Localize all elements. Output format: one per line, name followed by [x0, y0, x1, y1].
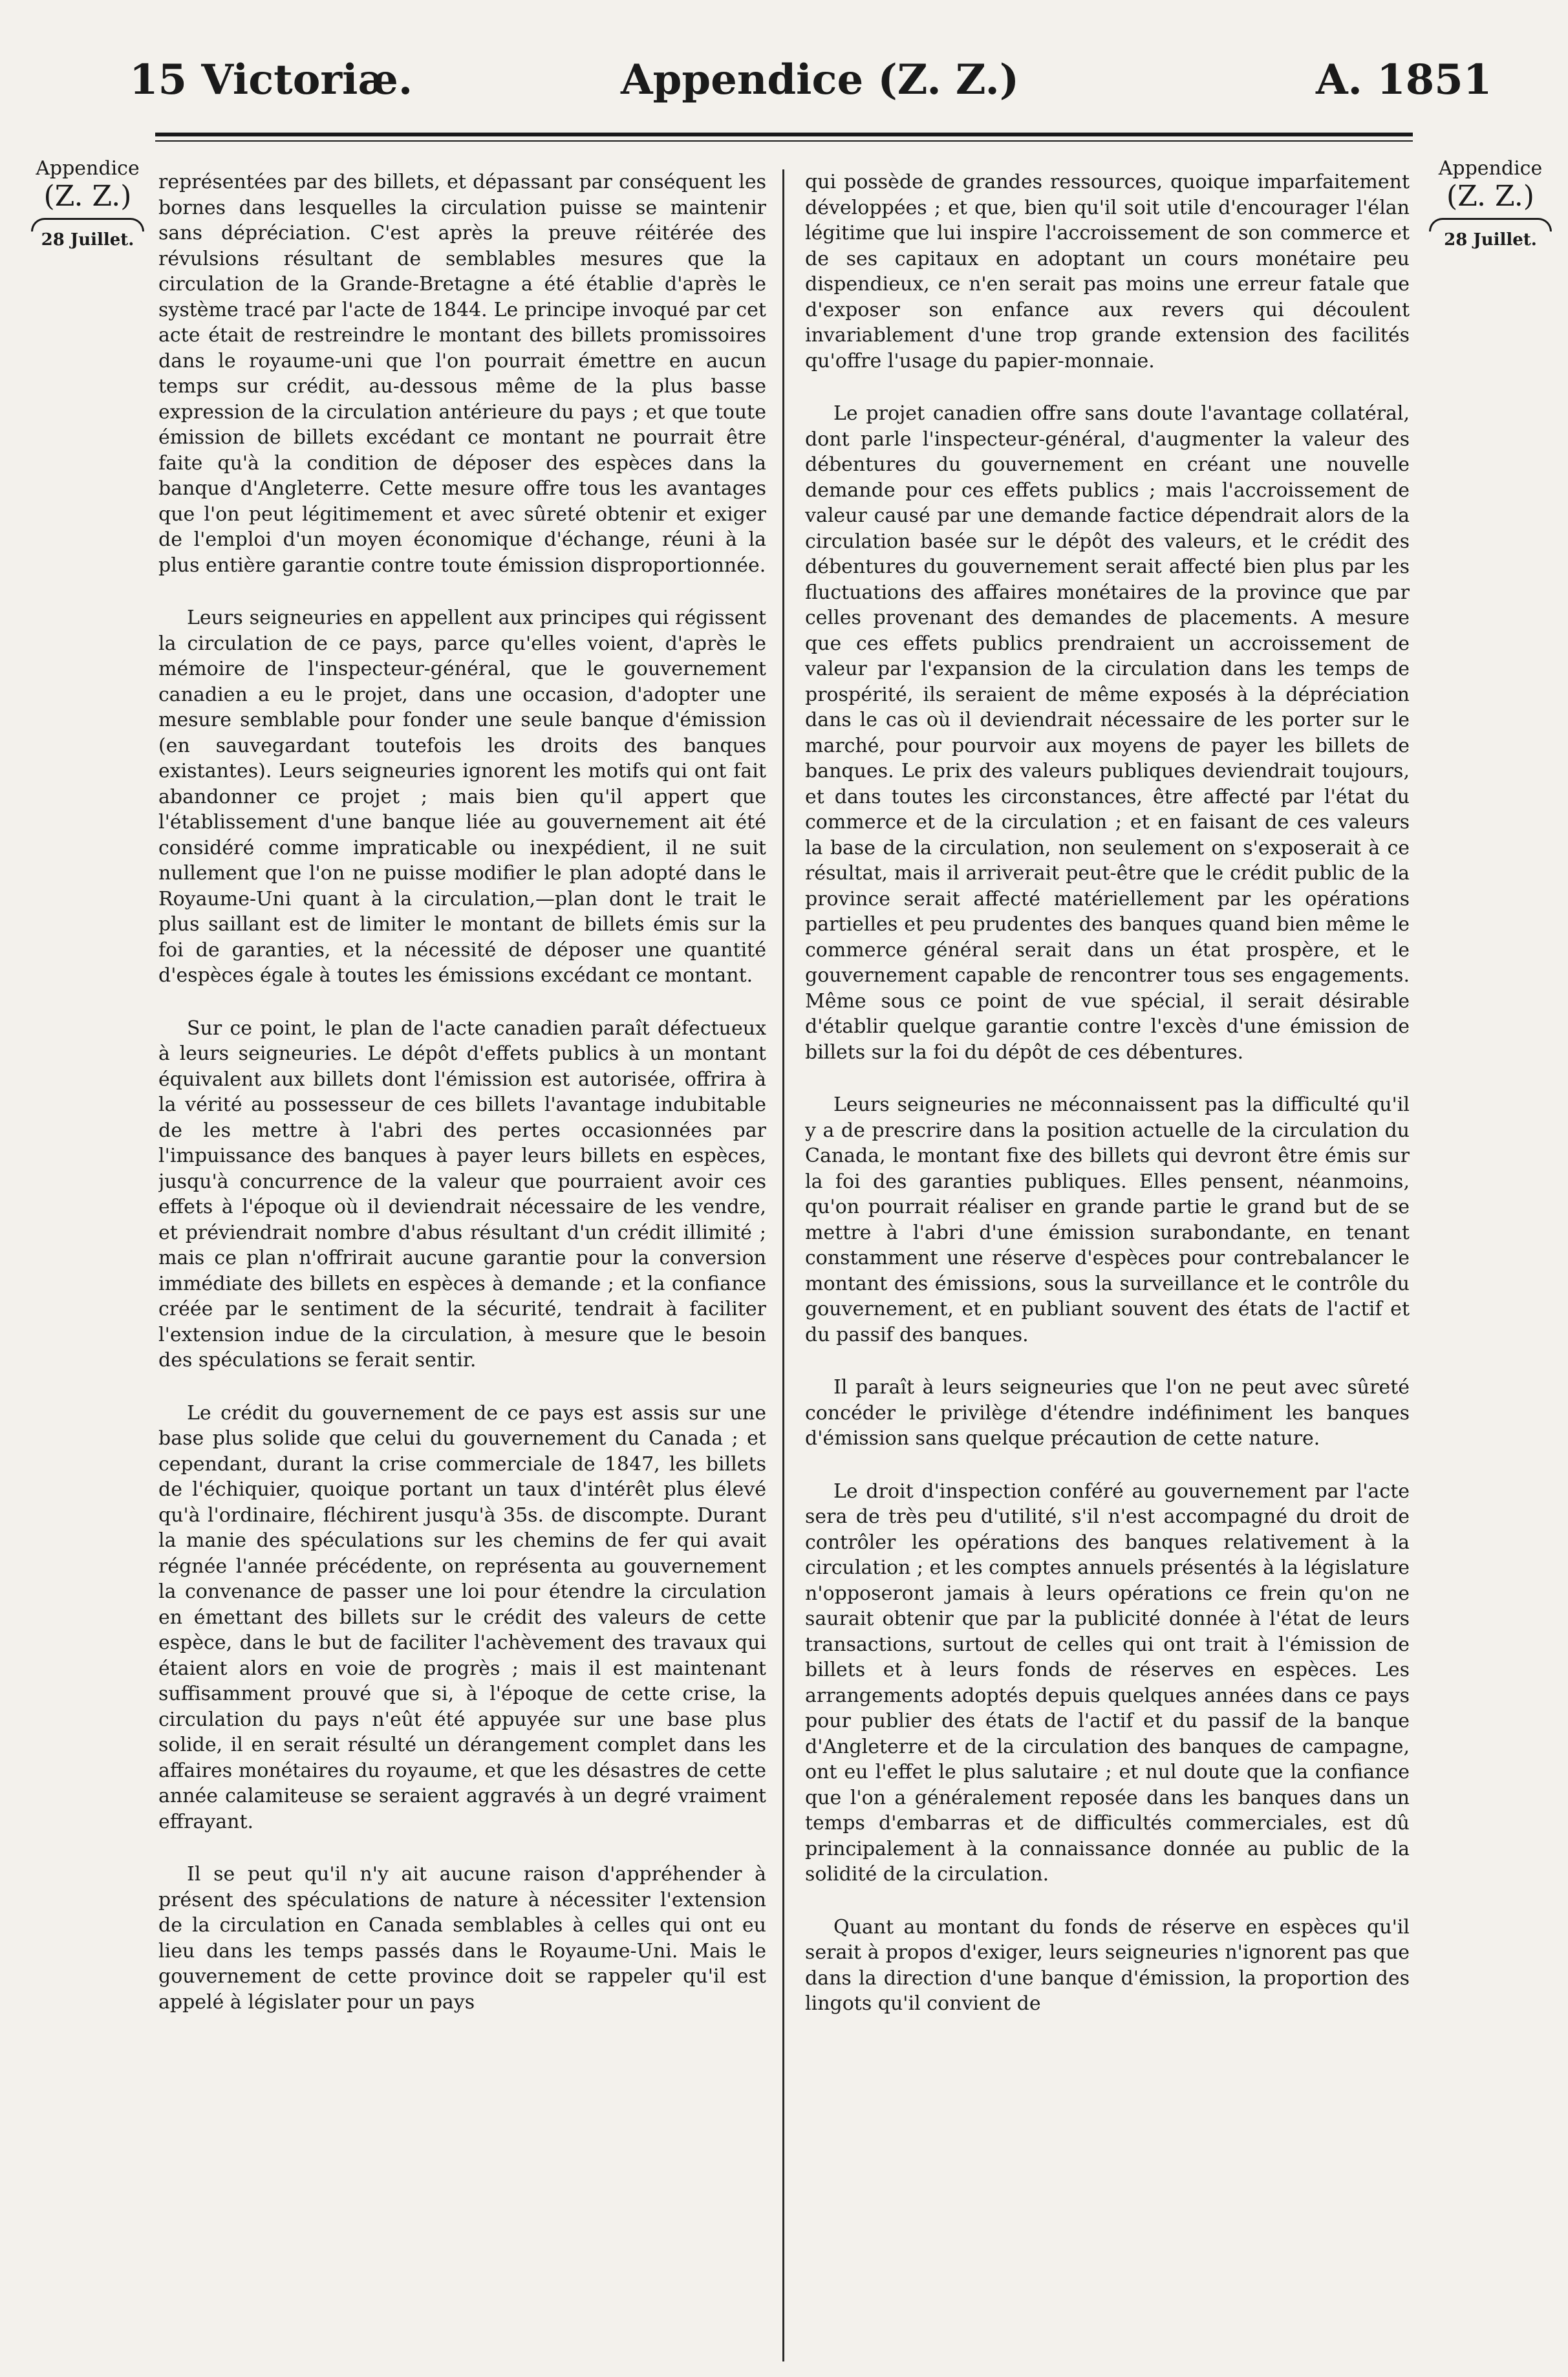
header-volume: 15 Victoriæ. — [129, 56, 413, 104]
paragraph: Le projet canadien offre sans doute l'avantage collatéral, dont parle l'inspecteur-général, d'augmenter la valeur des débentures du gouvernement en créant une nouvelle demande pour ces effets publics ; mais l'accroissement de valeur causé par une demande factice dépendrait alors de la circulation basée sur le dépôt des valeurs, et le crédit des débentures du gouvernement serait affecté bien plus par les fluctuations des affaires monétaires de la province que par celles provenant des demandes de placements. A mesure que ces effets publics prendraient un accroissement de valeur par l'expansion de la circulation dans les temps de prospérité, ils seraient de même exposés à la dépréciation dans le cas où il deviendrait nécessaire de les porter sur le marché, pour pourvoir aux moyens de payer les billets de banques. Le prix des valeurs publiques deviendrait toujours, et dans toutes les circonstances, être affecté par l'état du commerce et de la circulation ; et en faisant de ces valeurs la base de la circulation, non seulement on s'exposerait à ce résultat, mais il arriverait peut-être que le crédit public de la province serait affecté matériellement par les opérations partielles et peu prudentes des banques quand bien même le commerce général serait dans un état prospère, et le gouvernement capable de rencontrer tous ses engagements. Même sous ce point de vue spécial, il serait désirable d'établir quelque garantie contre l'excès d'une émission de billets sur la foi du dépôt de ces débentures. — [805, 402, 1410, 1064]
paragraph: Il se peut qu'il n'y ait aucune raison d'appréhender à présent des spéculations de nature à nécessiter l'extension de la circulation en Canada semblables à celles qui ont eu lieu dans les temps passés dans le Royaume-Uni. Mais le gouvernement de cette province doit se rappeler qu'il est appelé à législater pour un pays — [158, 1863, 766, 2014]
paragraph: Leurs seigneuries en appellent aux principes qui régissent la circulation de ce pays, parce qu'elles voient, d'après le mémoire de l'inspecteur-général, que le gouvernement canadien a eu le projet, dans une occasion, d'adopter une mesure semblable pour fonder une seule banque d'émission (en sauvegardant toutefois les droits des banques existantes). Leurs seigneuries ignorent les motifs qui ont fait abandonner ce projet ; mais bien qu'il appert que l'établissement d'une banque liée au gouvernement ait été considéré comme impraticable ou inexpédient, il ne suit nullement que l'on ne puisse modifier le plan adopté dans le Royaume-Uni quant à la circulation,—plan dont le trait le plus saillant est de limiter le montant de billets émis sur la foi de garanties, et la nécessité de déposer une quantité d'espèces égale à toutes les émissions excédant ce montant. — [158, 607, 766, 987]
column-divider — [782, 169, 784, 2361]
header-rule-thick — [155, 133, 1413, 136]
left-margin-code: (Z. Z.) — [43, 179, 132, 213]
paragraph: Leurs seigneuries ne méconnaissent pas la difficulté qu'il y a de prescrire dans la position actuelle de la circulation du Canada, le montant fixe des billets qui devront être émis sur la foi des garanties publiques. Elles pensent, néanmoins, qu'on pourrait réaliser en grande partie le grand but de se mettre à l'abri d'une émission surabondante, en tenant constamment une réserve d'espèces pour contrebalancer le montant des émissions, sous la surveillance et le contrôle du gouvernement, et en publiant souvent des états de l'actif et du passif des banques. — [805, 1093, 1410, 1346]
paragraph: Quant au montant du fonds de réserve en espèces qu'il serait à propos d'exiger, leurs seigneuries n'ignorent pas que dans la direction d'une banque d'émission, la proportion des lingots qu'il convient de — [805, 1915, 1410, 2015]
right-margin-brace — [1429, 218, 1552, 231]
paragraph: Le droit d'inspection conféré au gouvernement par l'acte sera de très peu d'utilité, s'il n'est accompagné du droit de contrôler les opérations des banques relativement à la circulation ; et les comptes annuels présentés à la législature n'opposeront jamais à leurs opérations ce frein qu'on ne saurait obtenir que par la publicité donnée à l'état de leurs transactions, surtout de celles qui ont trait à l'émission de billets et à leurs fonds de réserves en espèces. Les arrangements adoptés depuis quelques années dans ce pays pour publier des états de l'actif et du passif de la banque d'Angleterre et de la circulation des banques de campagne, ont eu l'effet le plus salutaire ; et nul doute que la confiance que l'on a généralement reposée dans les banques dans un temps d'embarras et de difficultés commerciales, est dû principalement à la connaissance donnée au public de la solidité de la circulation. — [805, 1479, 1410, 1886]
left-text-column — [158, 169, 766, 2361]
paragraph: représentées par des billets, et dépassant par conséquent les bornes dans lesquelles la circulation puisse se maintenir sans dépréciation. C'est après la preuve réitérée des révulsions résultant de semblables mesures que la circulation de la Grande-Bretagne a été établie d'après le système tracé par l'acte de 1844. Le principe invoqué par cet acte était de restreindre le montant des billets promissoires dans le royaume-uni que l'on pourrait émettre en aucun temps sur crédit, au-dessous même de la plus basse expression de la circulation antérieure du pays ; et que toute émission de billets excédant ce montant ne pourrait être faite qu'à la condition de déposer des espèces dans la banque d'Angleterre. Cette mesure offre tous les avantages que l'on peut légitimement et avec sûreté obtenir et exiger de l'emploi d'un moyen économique d'échange, réuni à la plus entière garantie contre toute émission disproportionnée. — [158, 171, 766, 577]
paragraph: Le crédit du gouvernement de ce pays est assis sur une base plus solide que celui du gouvernement du Canada ; et cependant, durant la crise commerciale de 1847, les billets de l'échiquier, quoique portant un taux d'intérêt plus élevé qu'à l'ordinaire, fléchirent jusqu'à 35s. de discompte. Durant la manie des spéculations sur les chemins de fer qui avait régnée l'année précédente, on représenta au gouvernement la convenance de passer une loi pour étendre la circulation en émettant des billets sur le crédit des valeurs de cette espèce, dans le but de faciliter l'achèvement des travaux qui étaient alors en voie de progrès ; mais il est maintenant suffisamment prouvé que si, à l'époque de cette crise, la circulation du pays n'eût été appuyée sur une base plus solide, il en serait résulté un dérangement complet dans les affaires monétaires du royaume, et que les désastres de cette année calamiteuse se seraient aggravés à un degré vraiment effrayant. — [158, 1401, 766, 1833]
right-text-column — [805, 169, 1410, 2361]
header-year: A. 1851 — [1316, 56, 1492, 104]
paragraph: Il paraît à leurs seigneuries que l'on ne peut avec sûreté concéder le privilège d'étendre indéfiniment les banques d'émission sans quelque précaution de cette nature. — [805, 1376, 1410, 1450]
right-margin-code: (Z. Z.) — [1446, 179, 1534, 213]
left-margin-brace — [31, 218, 144, 231]
paragraph: qui possède de grandes ressources, quoique imparfaitement développées ; et que, bien qu'il soit utile d'encourager l'élan légitime que lui inspire l'accroissement de son commerce et de ses capitaux en adoptant un cours monétaire peu dispendieux, ce n'en serait pas moins une erreur fatale que d'exposer son enfance aux revers qui découlent invariablement d'une trop grande extension des facilités qu'offre l'usage du papier-monnaie. — [805, 171, 1410, 372]
header-title: Appendice (Z. Z.) — [621, 56, 1020, 104]
right-margin-note — [1423, 158, 1558, 249]
paragraph: Sur ce point, le plan de l'acte canadien paraît défectueux à leurs seigneuries. Le dépôt d'effets publics à un montant équivalent aux billets dont l'émission est autorisée, offrira à la vérité au possesseur de ces billets l'avantage indubitable de les mettre à l'abri des pertes occasionnées par l'impuissance des banques à payer leurs billets en espèces, jusqu'à concurrence de la valeur que pourraient avoir ces effets à l'époque où il deviendrait nécessaire de les vendre, et préviendrait nombre d'abus résultant d'un crédit illimité ; mais ce plan n'offrirait aucune garantie pour la conversion immédiate des billets en espèces à demande ; et la confiance créée par le sentiment de la sécurité, tendrait à faciliter l'extension indue de la circulation, à mesure que le besoin des spéculations se ferait sentir. — [158, 1016, 766, 1371]
header-rule-thin — [155, 140, 1413, 142]
left-margin-note — [25, 158, 151, 249]
right-margin-title: Appendice — [1438, 157, 1543, 180]
right-margin-date: 28 Juillet. — [1444, 230, 1537, 250]
left-margin-date: 28 Juillet. — [41, 230, 134, 250]
left-margin-title: Appendice — [36, 157, 140, 180]
